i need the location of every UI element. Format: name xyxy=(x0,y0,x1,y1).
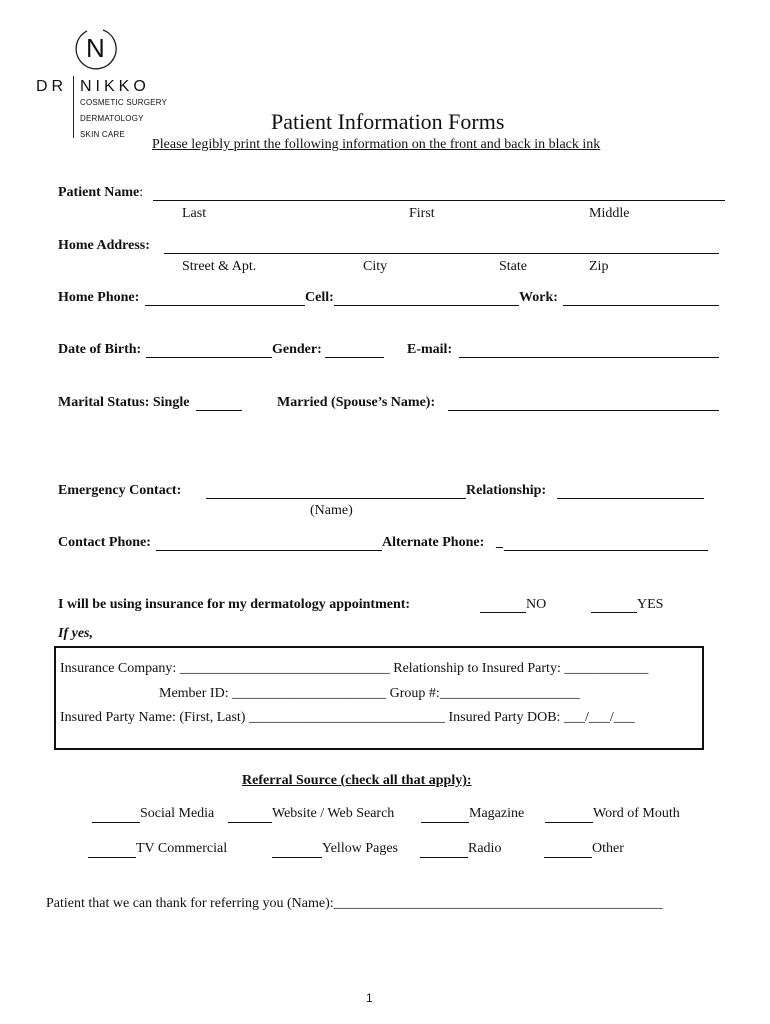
referrer-name-line[interactable]: Patient that we can thank for referring you (Name):_______________________________________________ xyxy=(46,896,663,911)
referral-other-label: Other xyxy=(592,841,624,856)
referral-web-blank[interactable] xyxy=(228,822,272,823)
if-yes-label: If yes, xyxy=(58,626,93,641)
name-hint: (Name) xyxy=(310,503,353,518)
alternate-phone-label: Alternate Phone: xyxy=(382,535,485,550)
insurance-question: I will be using insurance for my dermatology appointment: xyxy=(58,597,411,612)
logo-line-1: COSMETIC SURGERY xyxy=(80,98,168,107)
home-phone-label: Home Phone: xyxy=(58,290,140,305)
alternate-phone-field[interactable] xyxy=(504,550,708,551)
gender-label: Gender: xyxy=(272,342,322,357)
insurance-yes-field[interactable] xyxy=(591,612,637,613)
page-subtitle: Please legibly print the following information on the front and back in black ink xyxy=(152,137,601,152)
insurance-company-line[interactable]: Insurance Company: ______________________________ Relationship to Insured Party: ____________ xyxy=(60,661,649,676)
cell-field[interactable] xyxy=(334,305,519,306)
dob-field[interactable] xyxy=(146,357,272,358)
home-address-field[interactable] xyxy=(164,253,719,254)
last-hint: Last xyxy=(182,206,207,221)
spouse-name-field[interactable] xyxy=(448,410,719,411)
alternate-underscore: _ xyxy=(496,535,503,550)
city-hint: City xyxy=(363,259,388,274)
emergency-label: Emergency Contact: xyxy=(58,483,182,498)
logo-line-3: SKIN CARE xyxy=(80,130,125,139)
work-label: Work: xyxy=(519,290,558,305)
referral-magazine-blank[interactable] xyxy=(421,822,469,823)
middle-hint: Middle xyxy=(589,206,630,221)
relationship-label: Relationship: xyxy=(466,483,547,498)
contact-phone-label: Contact Phone: xyxy=(58,535,151,550)
logo-line-2: DERMATOLOGY xyxy=(80,114,144,123)
dob-label: Date of Birth: xyxy=(58,342,142,357)
referral-radio-label: Radio xyxy=(468,841,502,856)
referral-tv-blank[interactable] xyxy=(88,857,136,858)
page-number: 1 xyxy=(366,991,373,1005)
logo-right: NIKKO xyxy=(80,78,150,95)
emergency-name-field[interactable] xyxy=(206,498,466,499)
patient-name-label xyxy=(58,185,143,201)
referral-other-blank[interactable] xyxy=(544,857,592,858)
street-hint: Street & Apt. xyxy=(182,259,257,274)
gender-field[interactable] xyxy=(325,357,384,358)
email-label: E-mail: xyxy=(407,342,453,357)
cell-label: Cell: xyxy=(305,290,334,305)
insured-party-line[interactable]: Insured Party Name: (First, Last) ____________________________ Insured Party DOB: ___/___/___ xyxy=(60,710,635,725)
member-id-line[interactable]: Member ID: ______________________ Group #:____________________ xyxy=(159,686,580,701)
referral-social-blank[interactable] xyxy=(92,822,140,823)
referral-yellow-blank[interactable] xyxy=(272,857,322,858)
patient-name-text: Patient Name xyxy=(58,185,140,200)
insurance-no-label: NO xyxy=(526,597,547,612)
insurance-yes-label: YES xyxy=(637,597,664,612)
contact-phone-field[interactable] xyxy=(156,550,382,551)
zip-hint: Zip xyxy=(589,259,609,274)
relationship-field[interactable] xyxy=(557,498,704,499)
married-label: Married (Spouse’s Name): xyxy=(277,395,436,410)
email-field[interactable] xyxy=(459,357,719,358)
home-address-label: Home Address: xyxy=(58,238,150,253)
patient-name-colon: : xyxy=(139,185,144,200)
logo-letter: N xyxy=(86,33,105,63)
referral-heading: Referral Source (check all that apply): xyxy=(242,773,472,788)
referral-web-label: Website / Web Search xyxy=(272,806,395,821)
home-phone-field[interactable] xyxy=(145,305,305,306)
referral-word-blank[interactable] xyxy=(545,822,593,823)
logo-divider xyxy=(73,76,74,138)
referral-magazine-label: Magazine xyxy=(469,806,525,821)
referral-yellow-label: Yellow Pages xyxy=(322,841,398,856)
work-field[interactable] xyxy=(563,305,719,306)
marital-label: Marital Status: Single xyxy=(58,395,190,410)
patient-name-field[interactable] xyxy=(153,200,725,201)
state-hint: State xyxy=(499,259,527,274)
referral-social-label: Social Media xyxy=(140,806,215,821)
first-hint: First xyxy=(409,206,435,221)
page-title: Patient Information Forms xyxy=(271,109,505,134)
referral-radio-blank[interactable] xyxy=(420,857,468,858)
referral-word-label: Word of Mouth xyxy=(593,806,680,821)
logo-left: DR xyxy=(36,78,68,95)
referral-tv-label: TV Commercial xyxy=(136,841,228,856)
single-field[interactable] xyxy=(196,410,242,411)
insurance-no-field[interactable] xyxy=(480,612,526,613)
